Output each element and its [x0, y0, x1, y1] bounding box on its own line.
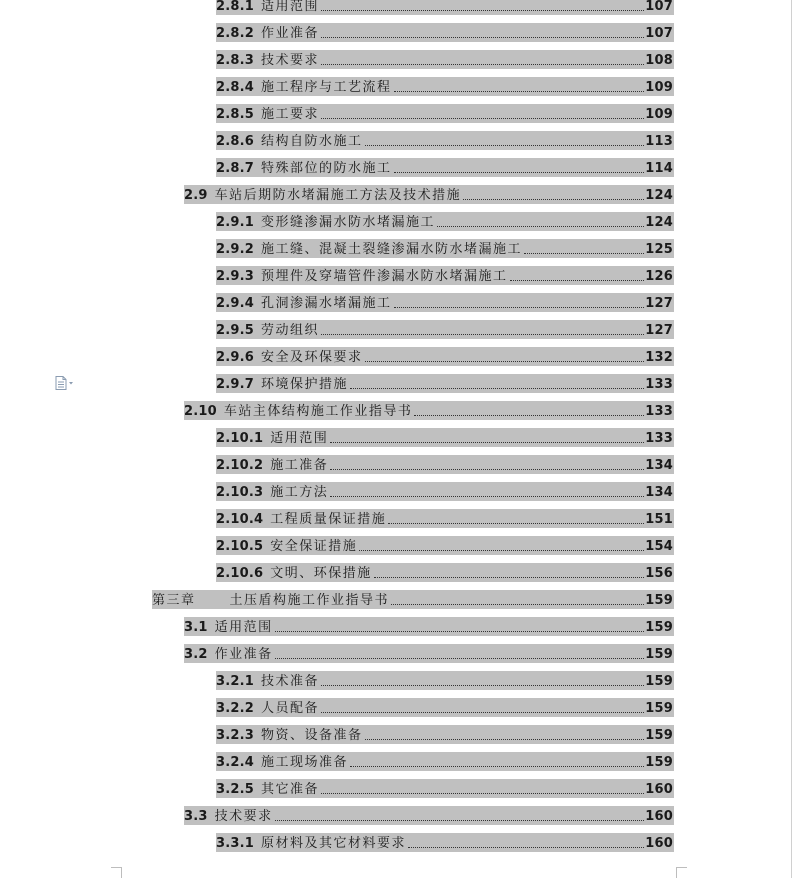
page-edge: [791, 0, 792, 878]
toc-title: 人员配备: [261, 701, 320, 716]
toc-page-number: 109: [645, 80, 673, 95]
toc-title: 车站后期防水堵漏施工方法及技术措施: [214, 188, 462, 203]
toc-title: 适用范围: [214, 620, 273, 635]
toc-leader: [321, 117, 644, 119]
toc-page-number: 151: [645, 512, 673, 527]
toc-page-number: 134: [645, 485, 673, 500]
toc-page-number: 124: [645, 215, 673, 230]
toc-number: 2.9.6: [216, 350, 255, 365]
toc-leader: [463, 198, 644, 200]
toc-leader: [275, 657, 645, 659]
toc-title: 施工现场准备: [261, 755, 349, 770]
toc-page-number: 108: [645, 53, 673, 68]
toc-leader: [365, 144, 645, 146]
toc-entry[interactable]: [184, 401, 674, 420]
toc-page-number: 160: [645, 782, 673, 797]
toc-page-number: 132: [645, 350, 673, 365]
toc-entry[interactable]: [216, 482, 674, 501]
toc-title: 作业准备: [214, 647, 273, 662]
toc-leader: [321, 333, 644, 335]
toc-title: 原材料及其它材料要求: [261, 836, 407, 851]
toc-leader: [394, 306, 645, 308]
toc-title: 作业准备: [261, 26, 320, 41]
toc-entry[interactable]: [216, 698, 674, 717]
toc-entry[interactable]: [216, 833, 674, 852]
toc-leader: [414, 414, 644, 416]
toc-title: 适用范围: [261, 0, 320, 14]
toc-title: 施工方法: [270, 485, 329, 500]
toc-page-number: 133: [645, 404, 673, 419]
toc-leader: [321, 9, 644, 11]
toc-page-number: 159: [645, 728, 673, 743]
toc-title: 施工缝、混凝土裂缝渗漏水防水堵漏施工: [261, 242, 523, 257]
toc-page-number: 159: [645, 593, 673, 608]
toc-leader: [321, 684, 644, 686]
toc-number: 2.10.4: [216, 512, 264, 527]
toc-leader: [350, 387, 644, 389]
toc-leader: [359, 549, 644, 551]
toc-entry[interactable]: [216, 752, 674, 771]
toc-title: 特殊部位的防水施工: [261, 161, 392, 176]
toc-number: 2.8.3: [216, 53, 255, 68]
toc-leader: [275, 819, 645, 821]
toc-number: 2.9.2: [216, 242, 255, 257]
toc-entry[interactable]: [216, 671, 674, 690]
toc-leader: [391, 603, 644, 605]
toc-number: 2.9.7: [216, 377, 255, 392]
toc-page-number: 114: [645, 161, 673, 176]
toc-number: 2.8.1: [216, 0, 255, 14]
toc-entry[interactable]: [216, 563, 674, 582]
page-corner-mark: [676, 867, 687, 878]
toc-page-number: 127: [645, 323, 673, 338]
toc-page-number: 159: [645, 701, 673, 716]
toc-entry[interactable]: [216, 374, 674, 393]
toc-entry[interactable]: [216, 23, 674, 42]
toc-leader: [350, 765, 644, 767]
toc-number: 2.10.3: [216, 485, 264, 500]
toc-number: 2.9.5: [216, 323, 255, 338]
toc-leader: [321, 792, 644, 794]
toc-entry[interactable]: [216, 779, 674, 798]
toc-title: 技术要求: [261, 53, 320, 68]
toc-entry[interactable]: [216, 536, 674, 555]
toc-page-number: 127: [645, 296, 673, 311]
document-options-icon[interactable]: [55, 375, 75, 389]
toc-entry[interactable]: [216, 104, 674, 123]
toc-page-number: 159: [645, 620, 673, 635]
toc-number: 2.10.6: [216, 566, 264, 581]
toc-number: 2.8.7: [216, 161, 255, 176]
toc-leader: [365, 738, 645, 740]
toc-title: 技术要求: [214, 809, 273, 824]
toc-leader: [394, 171, 645, 173]
toc-number: 2.10.5: [216, 539, 264, 554]
toc-entry[interactable]: [216, 455, 674, 474]
toc-title: 安全及环保要求: [261, 350, 363, 365]
toc-leader: [437, 225, 644, 227]
toc-entry[interactable]: [184, 617, 674, 636]
toc-title: 劳动组织: [261, 323, 320, 338]
toc-title: 其它准备: [261, 782, 320, 797]
toc-leader: [330, 495, 644, 497]
toc-entry[interactable]: [216, 347, 674, 366]
toc-leader: [394, 90, 645, 92]
toc-page-number: 133: [645, 377, 673, 392]
page-corner-mark: [111, 867, 122, 878]
toc-entry[interactable]: [184, 806, 674, 825]
toc-leader: [330, 441, 644, 443]
toc-entry[interactable]: [216, 0, 674, 15]
toc-number: 2.10: [184, 404, 217, 419]
toc-title: 文明、环保措施: [270, 566, 372, 581]
toc-title: 结构自防水施工: [261, 134, 363, 149]
toc-page-number: 134: [645, 458, 673, 473]
toc-leader: [330, 468, 644, 470]
toc-entry[interactable]: [216, 239, 674, 258]
toc-number: 2.9: [184, 188, 208, 203]
toc-title: 车站主体结构施工作业指导书: [223, 404, 413, 419]
toc-entry[interactable]: [216, 50, 674, 69]
toc-entry[interactable]: [184, 644, 674, 663]
toc-number: 2.8.6: [216, 134, 255, 149]
toc-number: 3.2.2: [216, 701, 255, 716]
toc-page-number: 126: [645, 269, 673, 284]
toc-page-number: 159: [645, 674, 673, 689]
toc-number: 2.8.5: [216, 107, 255, 122]
toc-entry[interactable]: [216, 158, 674, 177]
toc-title: 环境保护措施: [261, 377, 349, 392]
toc-entry[interactable]: [216, 320, 674, 339]
toc-leader: [321, 36, 644, 38]
toc-leader: [388, 522, 644, 524]
toc-leader: [275, 630, 645, 632]
toc-leader: [374, 576, 644, 578]
toc-leader: [321, 711, 644, 713]
toc-page-number: 159: [645, 755, 673, 770]
toc-page-number: 160: [645, 809, 673, 824]
toc-number: 3.2.4: [216, 755, 255, 770]
toc-number: 2.10.2: [216, 458, 264, 473]
toc-page-number: 156: [645, 566, 673, 581]
toc-title: 孔洞渗漏水堵漏施工: [261, 296, 392, 311]
toc-title: 适用范围: [270, 431, 329, 446]
toc-page-number: 107: [645, 0, 673, 14]
toc-number: 3.3.1: [216, 836, 255, 851]
toc-title: 技术准备: [261, 674, 320, 689]
toc-number: 3.2.1: [216, 674, 255, 689]
toc-entry[interactable]: [184, 185, 674, 204]
toc-number: 2.9.4: [216, 296, 255, 311]
toc-leader: [524, 252, 644, 254]
toc-page-number: 107: [645, 26, 673, 41]
toc-page-number: 159: [645, 647, 673, 662]
toc-leader: [365, 360, 645, 362]
toc-title: 施工准备: [270, 458, 329, 473]
toc-page-number: 124: [645, 188, 673, 203]
toc-number: 3.2.3: [216, 728, 255, 743]
toc-page-number: 113: [645, 134, 673, 149]
toc-chapter-entry[interactable]: [152, 590, 674, 609]
toc-entry[interactable]: [216, 293, 674, 312]
toc-page-number: 133: [645, 431, 673, 446]
toc-number: 2.8.2: [216, 26, 255, 41]
toc-leader: [510, 279, 645, 281]
toc-number: 2.9.1: [216, 215, 255, 230]
toc-entry[interactable]: [216, 131, 674, 150]
toc-chapter-number: 第三章: [152, 593, 196, 608]
toc-entry[interactable]: [216, 212, 674, 231]
toc-number: 3.3: [184, 809, 208, 824]
toc-title: 变形缝渗漏水防水堵漏施工: [261, 215, 436, 230]
toc-entry[interactable]: [216, 509, 674, 528]
toc-number: 2.8.4: [216, 80, 255, 95]
toc-entry[interactable]: [216, 428, 674, 447]
toc-number: 2.9.3: [216, 269, 255, 284]
toc-page-number: 125: [645, 242, 673, 257]
toc-title: 安全保证措施: [270, 539, 358, 554]
toc-entry[interactable]: [216, 77, 674, 96]
toc-leader: [321, 63, 644, 65]
toc-entry[interactable]: [216, 725, 674, 744]
toc-title: 施工程序与工艺流程: [261, 80, 392, 95]
toc-leader: [408, 846, 644, 848]
toc-title: 施工要求: [261, 107, 320, 122]
toc-number: 3.2: [184, 647, 208, 662]
toc-title: 预埋件及穿墙管件渗漏水防水堵漏施工: [261, 269, 508, 284]
toc-title: 工程质量保证措施: [270, 512, 387, 527]
toc-page-number: 154: [645, 539, 673, 554]
toc-title: 土压盾构施工作业指导书: [229, 593, 390, 608]
toc-number: 2.10.1: [216, 431, 264, 446]
toc-entry[interactable]: [216, 266, 674, 285]
toc-page-number: 109: [645, 107, 673, 122]
toc-page-number: 160: [645, 836, 673, 851]
toc-title: 物资、设备准备: [261, 728, 363, 743]
toc-number: 3.1: [184, 620, 208, 635]
toc-number: 3.2.5: [216, 782, 255, 797]
